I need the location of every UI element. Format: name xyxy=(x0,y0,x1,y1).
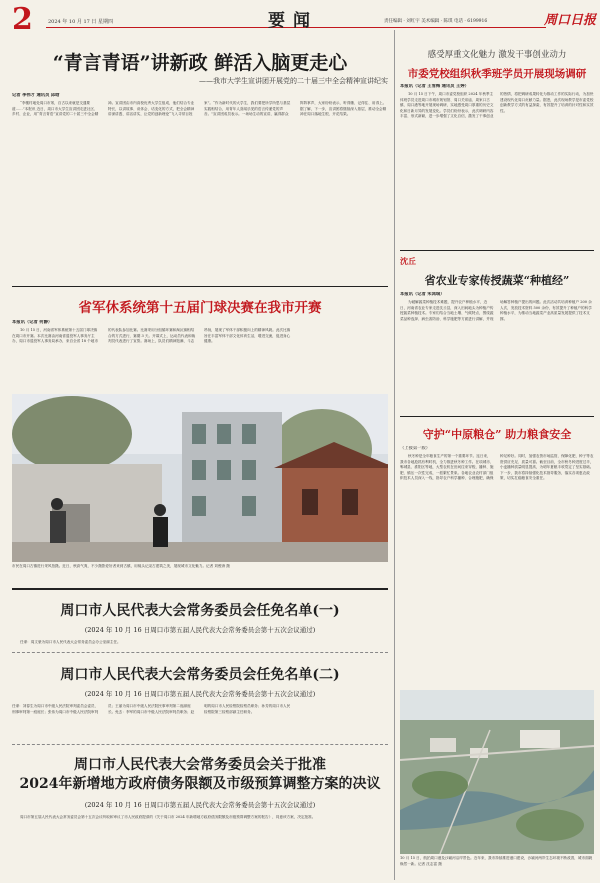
lead-byline: 记者 李伟才 通讯员 邱晗 xyxy=(12,93,60,98)
right-top-byline: 本报讯（记者 王雪梅 通讯员 王婷） xyxy=(400,84,469,89)
divider xyxy=(12,588,388,590)
lead-body: “李楼村地处周口市郊，自古以来就是交通要道……”本报讯 近日，周口市大学生宣讲团走进社区、乡村、企业，用“青言青语”宣讲党的二十届三中全会精神。宣讲团由市内高校优秀大学生组成，他们结合专业特长，以讲故事、谈体会、话变化的方式，把全会精神讲深讲透、讲活讲实，让党的创新理论“飞入寻常百姓家”。“作为新时代的大学生，我们要把所学所思与基层实践相结合，用青年人喜闻乐见的语言传递党的声音。”宣讲团成员表示。一场场生动的宣讲，赢得群众阵阵掌声，大家纷纷表示，听得懂、记得住、用得上。据了解，下一步，宣讲团将继续深入基层，推动全会精神在周口落地生根、开花结果。 xyxy=(12,101,387,117)
competition-body: 10 月 15 日，河南省军休系统第十五届门球决赛在周口市开赛。本次比赛由河南省退役军人事务厅主办，周口市退役军人事务局承办，来自全省 18 个地市的代表队参加比赛。比赛采用分组循环赛和淘汰赛相结合的方式进行，赛期 3 天。开幕式上，运动员代表和裁判员代表进行了宣誓。赛场上，队员们精神饱满、斗志昂扬，展现了军休干部积极向上的精神风貌。此次比赛旨在丰富军休干部文化体育生活，增进交流，促进身心健康。 xyxy=(12,328,291,344)
competition-byline: 本报讯（记者 何静） xyxy=(12,320,53,325)
lead-subheadline: ——我市大学生宣讲团开展党的二十届三中全会精神宣讲纪实 xyxy=(199,77,388,85)
old-town-illustration xyxy=(12,394,388,562)
lead-headline: “青言青语”讲新政 鲜活入脑更走心 xyxy=(52,52,348,74)
notice-3-body: 周口市第五届人民代表大会常务委员会第十五次会议听取和审议了市人民政府提请的《关于周口市 2024 年新增地方政府债务限额及市级预算调整方案的报告》，同意该方案，决定批准。 xyxy=(20,815,316,819)
competition-headline: 省军休系统第十五届门球决赛在我市开赛 xyxy=(78,300,322,316)
section-label: 沈丘 xyxy=(400,256,416,266)
notice-3-headline: 周口市人民代表大会常务委员会关于批准 2024年新增地方政府债务限额及市级预算调整方案的决议 xyxy=(19,757,381,792)
notice-2-headline: 周口市人民代表大会常务委员会任免名单(二) xyxy=(60,667,340,683)
notice-1-subline: (2024 年 10 月 16 日周口市第五届人民代表大会常务委员会第十五次会议通过) xyxy=(84,626,316,634)
notice-3-subline: (2024 年 10 月 16 日周口市第五届人民代表大会常务委员会第十五次会议通过) xyxy=(84,801,316,809)
right-mid-byline: 本报讯（记者 朱鸿瑞） xyxy=(400,292,445,297)
editor-info: 责任编辑 · 刘红宇 美术编辑 · 陈琪 电话 · 6199916 xyxy=(384,19,488,24)
aerial-photo xyxy=(400,690,594,854)
divider xyxy=(400,416,594,417)
notice-2-subline: (2024 年 10 月 16 日周口市第五届人民代表大会常务委员会第十五次会议通过) xyxy=(84,690,316,698)
right-lower-byline: （上接第一版） xyxy=(400,446,431,451)
right-lower-headline: 守护“中原粮仓” 助力粮食安全 xyxy=(422,428,572,441)
divider xyxy=(400,250,594,251)
notice-1-body: 任命：周文豪为周口市人民代表大会常务委员会办公室副主任。 xyxy=(20,640,121,644)
page-number: 2 xyxy=(12,2,33,37)
issue-date: 2024 年 10 月 17 日 星期四 xyxy=(48,19,113,25)
divider xyxy=(12,744,388,745)
section-title: 要闻 xyxy=(268,11,318,31)
right-lower-body: 秋冬种是全年粮食生产的第一个重要环节。连日来，我市各地抢抓有利时机，全力推进秋冬种工作。在项城市、郸城县、淮阳区等地，大型农机在田间往来穿梭，播种、施肥、镇压一次性完成，一派繁忙景象。各地农业农村部门组织技术人员深入一线，指导农户科学播种、合理施肥，确保种足种好。同时，加强农资市场监管，保障化肥、种子等农资供应充足、质量可靠。截至目前，全市秋冬种进度过半，小麦播种质量明显提高，为明年夏粮丰收奠定了坚实基础。下一步，我市将持续强化技术指导服务，落实各项惠农政策，切实扛稳粮食安全重任。 xyxy=(400,454,594,481)
notice-2-body: 任命：刘春生为周口市中级人民法院审判委员会委员、刑事审判第一庭庭长；张伟为周口市中级人民法院审判员；王丽为周口市中级人民法院民事审判第二庭副庭长。免去：李军的周口市中级人民法院审判员职务；赵明的周口市人民检察院检察员职务；孙芳的周口市人民检察院第三检察部副主任职务。 xyxy=(12,704,291,714)
right-top-kicker: 感受厚重文化魅力 激发干事创业动力 xyxy=(427,50,567,60)
right-mid-headline: 省农业专家传授蔬菜“种植经” xyxy=(424,274,570,287)
right-top-body: 10 月 15 日下午，周口市委党校组织 2024 年秋季主体班学员走进周口市城市规划馆、周口关帝庙、周家口古镇、周口港等地开展现场调研，实地感受周口厚重的历史文化和日新月异的发展变化。学员们纷纷表示，此次调研内容丰富、形式新颖，进一步增强了文化自信，激发了干事创业的热情，将把调研成果转化为推动工作的实际行动，为加快建设现代化周口贡献力量。据悉，此次现场教学是市委党校创新教学方式的有益探索，有效提升了培训的针对性和实效性。 xyxy=(400,92,594,119)
column-divider xyxy=(394,30,395,880)
right-mid-body: 为破解蔬菜种植技术难题，提升农户种植水平，近日，河南省农业专家走进沈丘县，深入田间地头为种植户传授蔬菜种植技术。专家们结合当地土壤、气候特点，围绕蔬菜品种选择、病虫害防治、科学施肥等方面进行讲解，并现场解答种植户提出的问题。此次活动共培训种植户 200 余人次，发放技术资料 500 余份，有效提升了种植户的科学种植水平，为推动当地蔬菜产业高质量发展提供了技术支撑。 xyxy=(400,300,592,321)
aerial-caption: 10 月 15 日，航拍周口港及沙颍河沿岸景色。近年来，我市持续推进港口建设，沙颍河两岸生态环境不断改善，城市面貌焕然一新。记者 沈志富 摄 xyxy=(400,856,593,866)
masthead-logo: 周口日报 xyxy=(544,13,597,28)
old-town-photo xyxy=(12,394,388,562)
divider xyxy=(12,286,388,287)
aerial-illustration xyxy=(400,690,594,854)
right-top-headline: 市委党校组织秋季班学员开展现场调研 xyxy=(407,68,587,80)
divider xyxy=(12,652,388,653)
photo-caption: 市民在周口古镇进行采风拍摄。近日，秋高气爽，不少摄影爱好者来到古镇，用镜头记录古建筑之美，展现城市文化魅力。记者 刘俊涛 摄 xyxy=(12,564,230,568)
notice-1-headline: 周口市人民代表大会常务委员会任免名单(一) xyxy=(60,603,340,619)
